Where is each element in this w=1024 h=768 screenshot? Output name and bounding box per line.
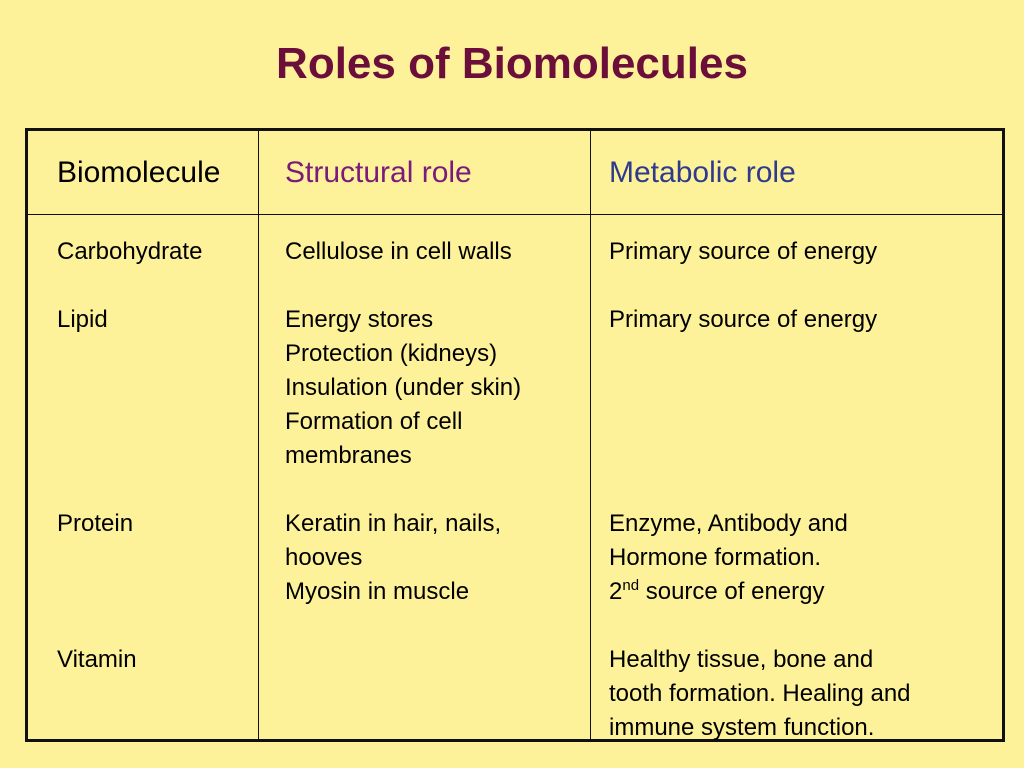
text-line: immune system function. [609, 714, 875, 741]
biomolecule-lipid: Lipid [57, 306, 108, 333]
metabolic-protein [609, 507, 848, 609]
biomolecule-protein: Protein [57, 510, 134, 537]
text-line: Healthy tissue, bone and [609, 646, 874, 673]
biomolecule-carbohydrate: Carbohydrate [57, 238, 203, 265]
slide-title: Roles of Biomolecules [276, 39, 748, 88]
text-line: Myosin in muscle [285, 578, 470, 605]
text-line: Enzyme, Antibody and [609, 510, 848, 537]
structural-protein [285, 507, 501, 609]
text-line: tooth formation. Healing and [609, 680, 911, 707]
header-divider [28, 214, 1002, 215]
text-line: hooves [285, 544, 363, 571]
ordinal-number: 2 [609, 578, 623, 605]
ordinal-line [609, 575, 848, 609]
text-line: Primary source of energy [609, 238, 878, 265]
header-metabolic-role: Metabolic role [609, 156, 796, 189]
header-biomolecule: Biomolecule [57, 156, 221, 189]
text-line: Energy stores [285, 306, 434, 333]
text-line: Keratin in hair, nails, [285, 510, 502, 537]
biomolecule-vitamin: Vitamin [57, 646, 137, 673]
text-line: Protection (kidneys) [285, 340, 498, 367]
header-structural-role: Structural role [285, 156, 472, 189]
biomolecule-roles-table [25, 128, 1005, 742]
column-divider [258, 131, 259, 739]
structural-lipid [285, 303, 521, 473]
ordinal-text: source of energy [639, 578, 825, 605]
column-divider [590, 131, 591, 739]
structural-carbohydrate [285, 235, 512, 269]
text-line: Formation of cell [285, 408, 463, 435]
text-line: Hormone formation. [609, 544, 822, 571]
text-line: Cellulose in cell walls [285, 238, 512, 265]
metabolic-vitamin [609, 643, 911, 745]
metabolic-lipid [609, 303, 877, 337]
text-line: membranes [285, 442, 412, 469]
text-line: Insulation (under skin) [285, 374, 522, 401]
text-line: Primary source of energy [609, 306, 878, 333]
ordinal-suffix: nd [622, 577, 640, 594]
metabolic-carbohydrate [609, 235, 877, 269]
